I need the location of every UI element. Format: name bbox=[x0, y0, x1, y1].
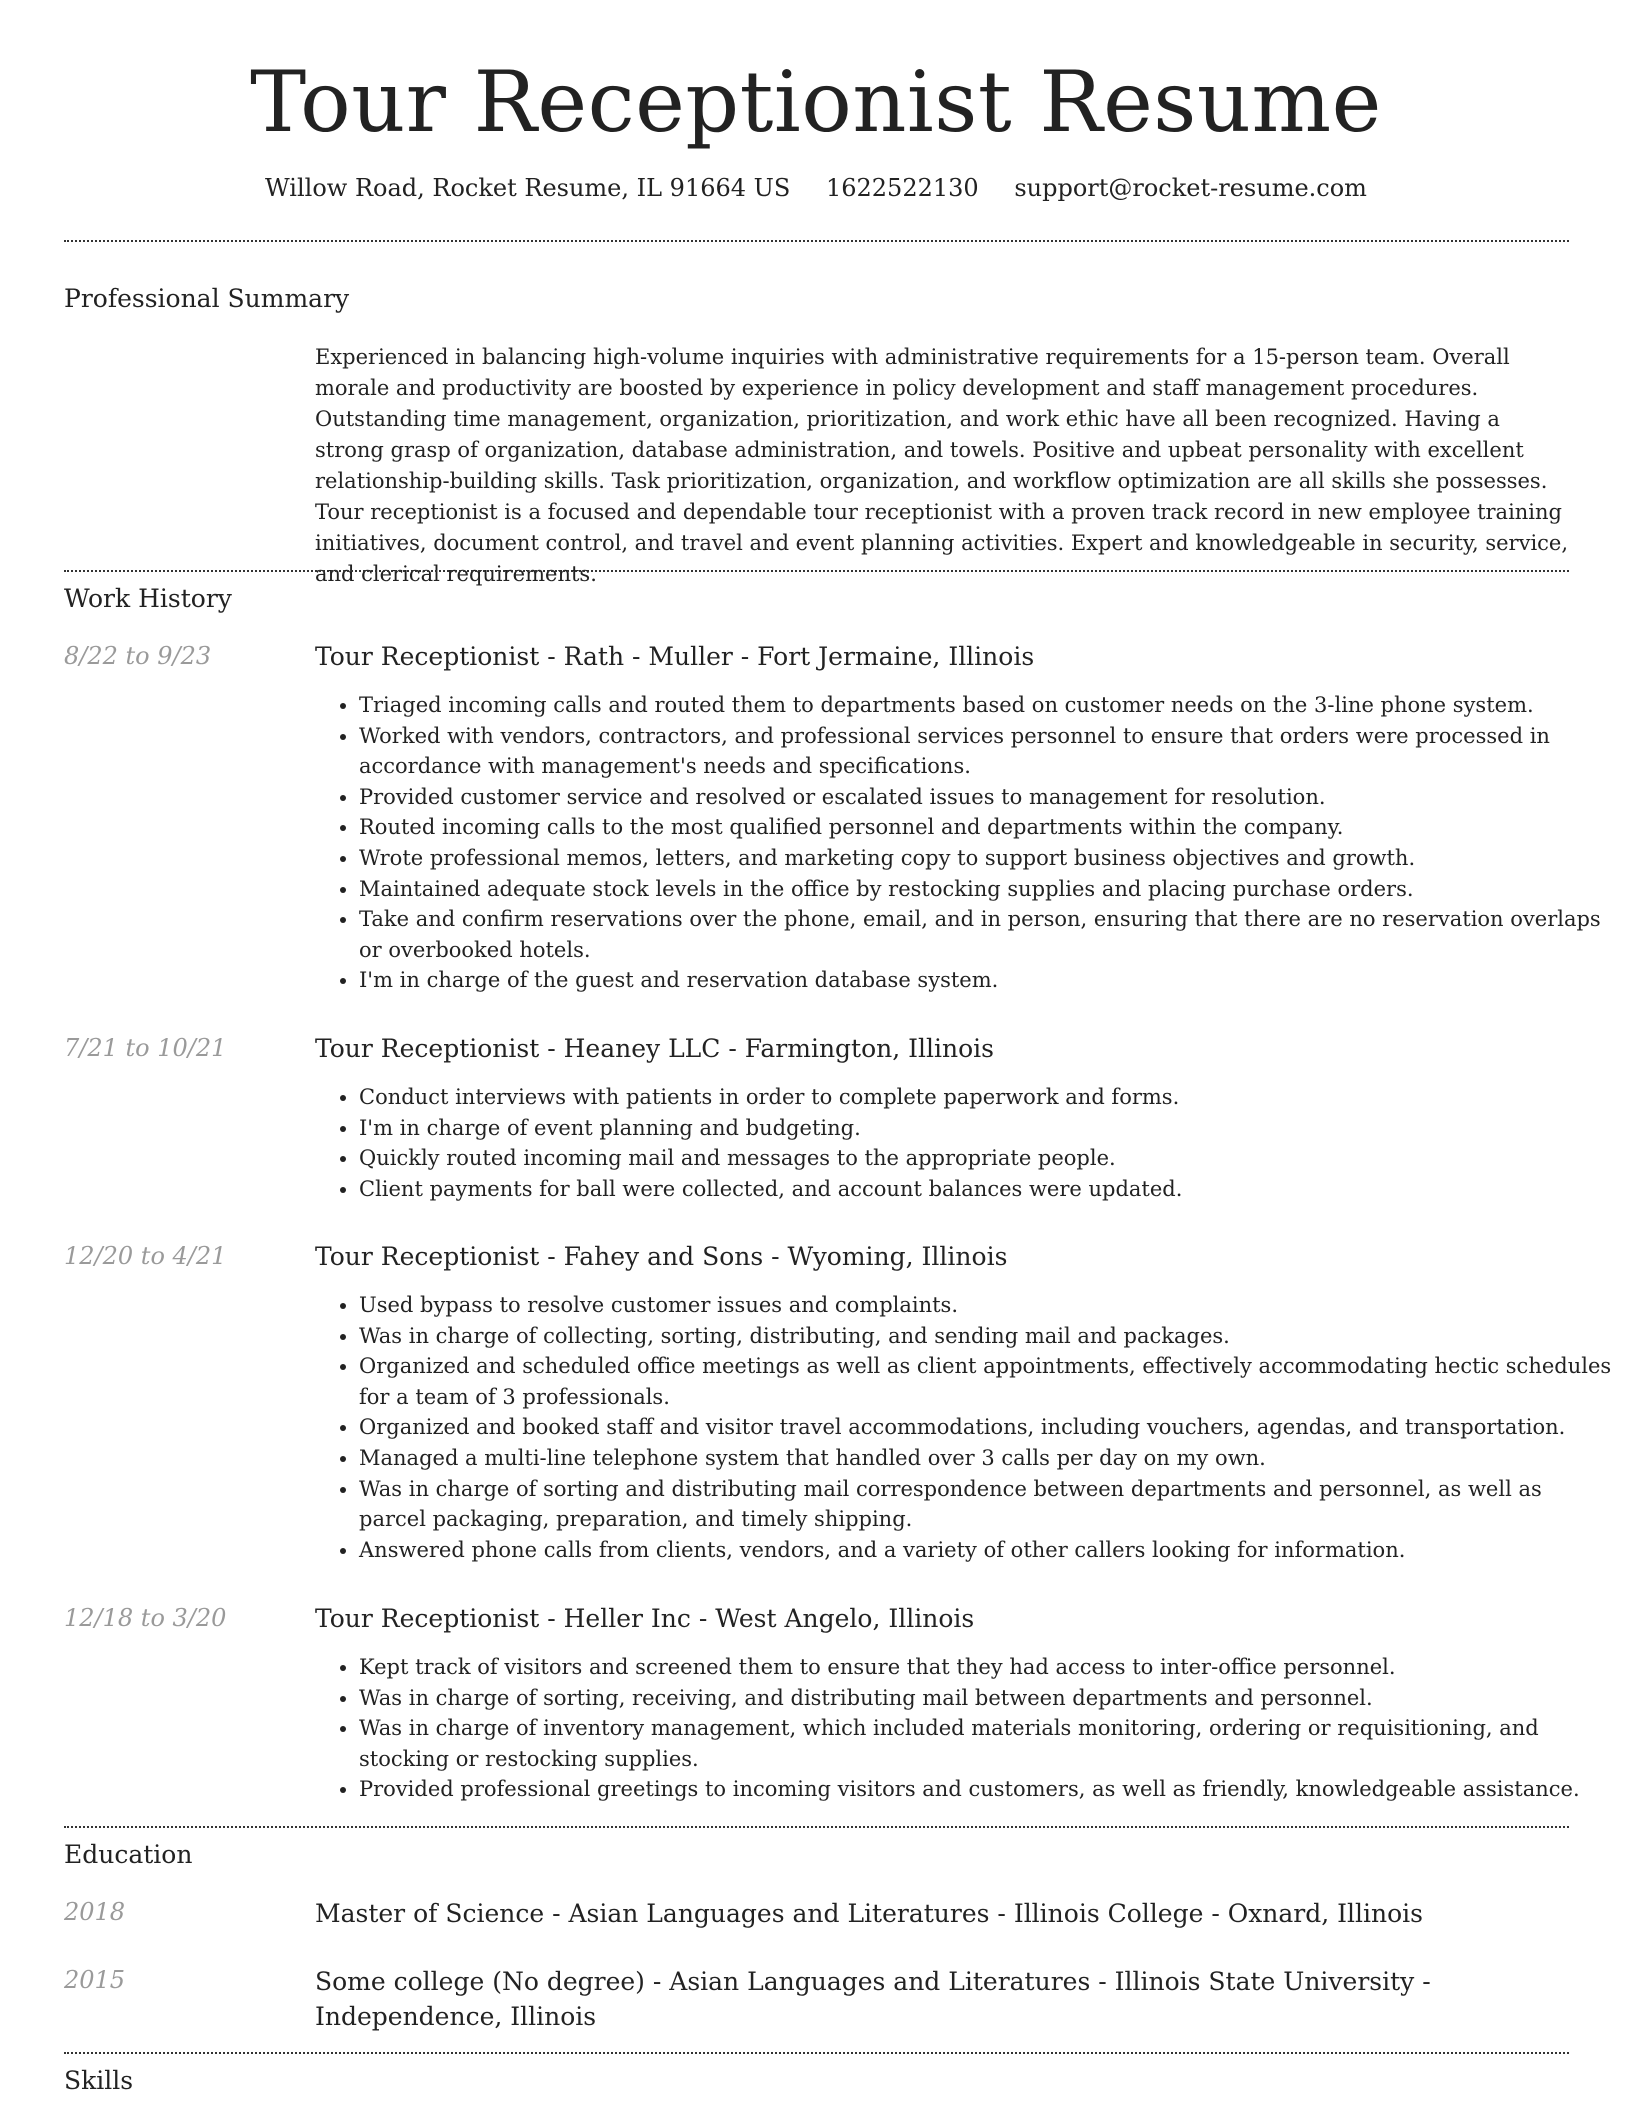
job-title: Tour Receptionist - Rath - Muller - Fort Jermaine, Illinois bbox=[315, 642, 1035, 671]
job-bullet: • Managed a multi-line telephone system that handled over 3 calls per day on my own. bbox=[359, 1443, 1615, 1474]
job-bullet: • Provided professional greetings to incoming visitors and customers, as well as friendly, knowledgeable assistance. bbox=[359, 1774, 1615, 1805]
contact-email: support@rocket-resume.com bbox=[1014, 174, 1367, 202]
job-bullet: • Answered phone calls from clients, vendors, and a variety of other callers looking for information. bbox=[359, 1535, 1615, 1566]
job-bullets bbox=[315, 1290, 1615, 1565]
job-bullet: • Client payments for ball were collected, and account balances were updated. bbox=[359, 1174, 1615, 1205]
job-bullet: • I'm in charge of event planning and budgeting. bbox=[359, 1113, 1615, 1144]
job-bullet: • Used bypass to resolve customer issues and complaints. bbox=[359, 1290, 1615, 1321]
job-dates: 7/21 to 10/21 bbox=[64, 1034, 227, 1062]
contact-address: Willow Road, Rocket Resume, IL 91664 US bbox=[265, 174, 791, 202]
job-bullet: • Quickly routed incoming mail and messages to the appropriate people. bbox=[359, 1143, 1615, 1174]
divider bbox=[64, 2052, 1569, 2054]
job-bullet: • Organized and scheduled office meetings as well as client appointments, effectively accommodating hectic schedules for a team of 3 professionals. bbox=[359, 1351, 1615, 1412]
job-bullet: • Was in charge of sorting, receiving, and distributing mail between departments and personnel. bbox=[359, 1683, 1615, 1714]
job-bullet: • Was in charge of inventory management, which included materials monitoring, ordering or requisitioning, and stocking or restocking supplies. bbox=[359, 1713, 1615, 1774]
job-bullet: • Take and confirm reservations over the phone, email, and in person, ensuring that there are no reservation overlaps or overbooked hotels. bbox=[359, 904, 1615, 965]
contact-phone: 1622522130 bbox=[825, 174, 979, 202]
job-bullet: • Was in charge of sorting and distributing mail correspondence between departments and personnel, as well as parcel packaging, preparation, and timely shipping. bbox=[359, 1474, 1615, 1535]
job-bullet: • Wrote professional memos, letters, and marketing copy to support business objectives and growth. bbox=[359, 843, 1615, 874]
section-title-work: Work History bbox=[64, 584, 232, 613]
section-title-summary: Professional Summary bbox=[64, 284, 350, 313]
summary-text: Experienced in balancing high-volume inquiries with administrative requirements for a 15-person team. Overall morale and productivity are boosted by experience in policy development and staff management procedures. Outstanding time management, organization, prioritization, and work ethic have all been recognized. Having a strong grasp of organization, database administration, and towels. Positive and upbeat personality with excellent relationship-building skills. Task prioritization, organization, and workflow optimization are all skills she possesses. Tour receptionist is a focused and dependable tour receptionist with a proven track record in new employee training initiatives, document control, and travel and event planning activities. Expert and knowledgeable in security, service, and clerical requirements. bbox=[315, 345, 1569, 586]
job-dates: 8/22 to 9/23 bbox=[64, 642, 212, 670]
job-bullets bbox=[315, 1652, 1615, 1805]
contact-line bbox=[0, 172, 1632, 204]
job-bullet: • Organized and booked staff and visitor travel accommodations, including vouchers, agendas, and transportation. bbox=[359, 1412, 1615, 1443]
edu-title: Some college (No degree) - Asian Languages and Literatures - Illinois State University - Independence, Illinois bbox=[315, 1967, 1431, 2031]
edu-year: 2018 bbox=[64, 1898, 126, 1926]
job-bullet: • Kept track of visitors and screened them to ensure that they had access to inter-office personnel. bbox=[359, 1652, 1615, 1683]
edu-title: Master of Science - Asian Languages and Literatures - Illinois College - Oxnard, Illinois bbox=[315, 1899, 1423, 1928]
job-bullet: • Provided customer service and resolved or escalated issues to management for resolution. bbox=[359, 782, 1615, 813]
edu-year: 2015 bbox=[64, 1966, 126, 1994]
job-title: Tour Receptionist - Heaney LLC - Farmington, Illinois bbox=[315, 1034, 994, 1063]
job-bullet: • Conduct interviews with patients in order to complete paperwork and forms. bbox=[359, 1082, 1615, 1113]
divider bbox=[64, 570, 1569, 572]
job-bullet: • Worked with vendors, contractors, and professional services personnel to ensure that orders were processed in accordance with management's needs and specifications. bbox=[359, 721, 1615, 782]
divider bbox=[64, 240, 1569, 242]
job-title: Tour Receptionist - Fahey and Sons - Wyoming, Illinois bbox=[315, 1242, 1008, 1271]
job-title: Tour Receptionist - Heller Inc - West Angelo, Illinois bbox=[315, 1604, 975, 1633]
job-dates: 12/18 to 3/20 bbox=[64, 1604, 227, 1632]
job-bullets bbox=[315, 690, 1615, 996]
job-dates: 12/20 to 4/21 bbox=[64, 1242, 227, 1270]
divider bbox=[64, 1826, 1569, 1828]
job-bullet: • Routed incoming calls to the most qualified personnel and departments within the company. bbox=[359, 812, 1615, 843]
section-title-education: Education bbox=[64, 1840, 193, 1869]
section-title-skills: Skills bbox=[64, 2066, 134, 2095]
job-bullet: • I'm in charge of the guest and reservation database system. bbox=[359, 965, 1615, 996]
job-bullet: • Triaged incoming calls and routed them to departments based on customer needs on the 3-line phone system. bbox=[359, 690, 1615, 721]
job-bullets bbox=[315, 1082, 1615, 1204]
job-bullet: • Was in charge of collecting, sorting, distributing, and sending mail and packages. bbox=[359, 1321, 1615, 1352]
resume-title: Tour Receptionist Resume bbox=[250, 53, 1382, 151]
job-bullet: • Maintained adequate stock levels in the office by restocking supplies and placing purchase orders. bbox=[359, 874, 1615, 905]
